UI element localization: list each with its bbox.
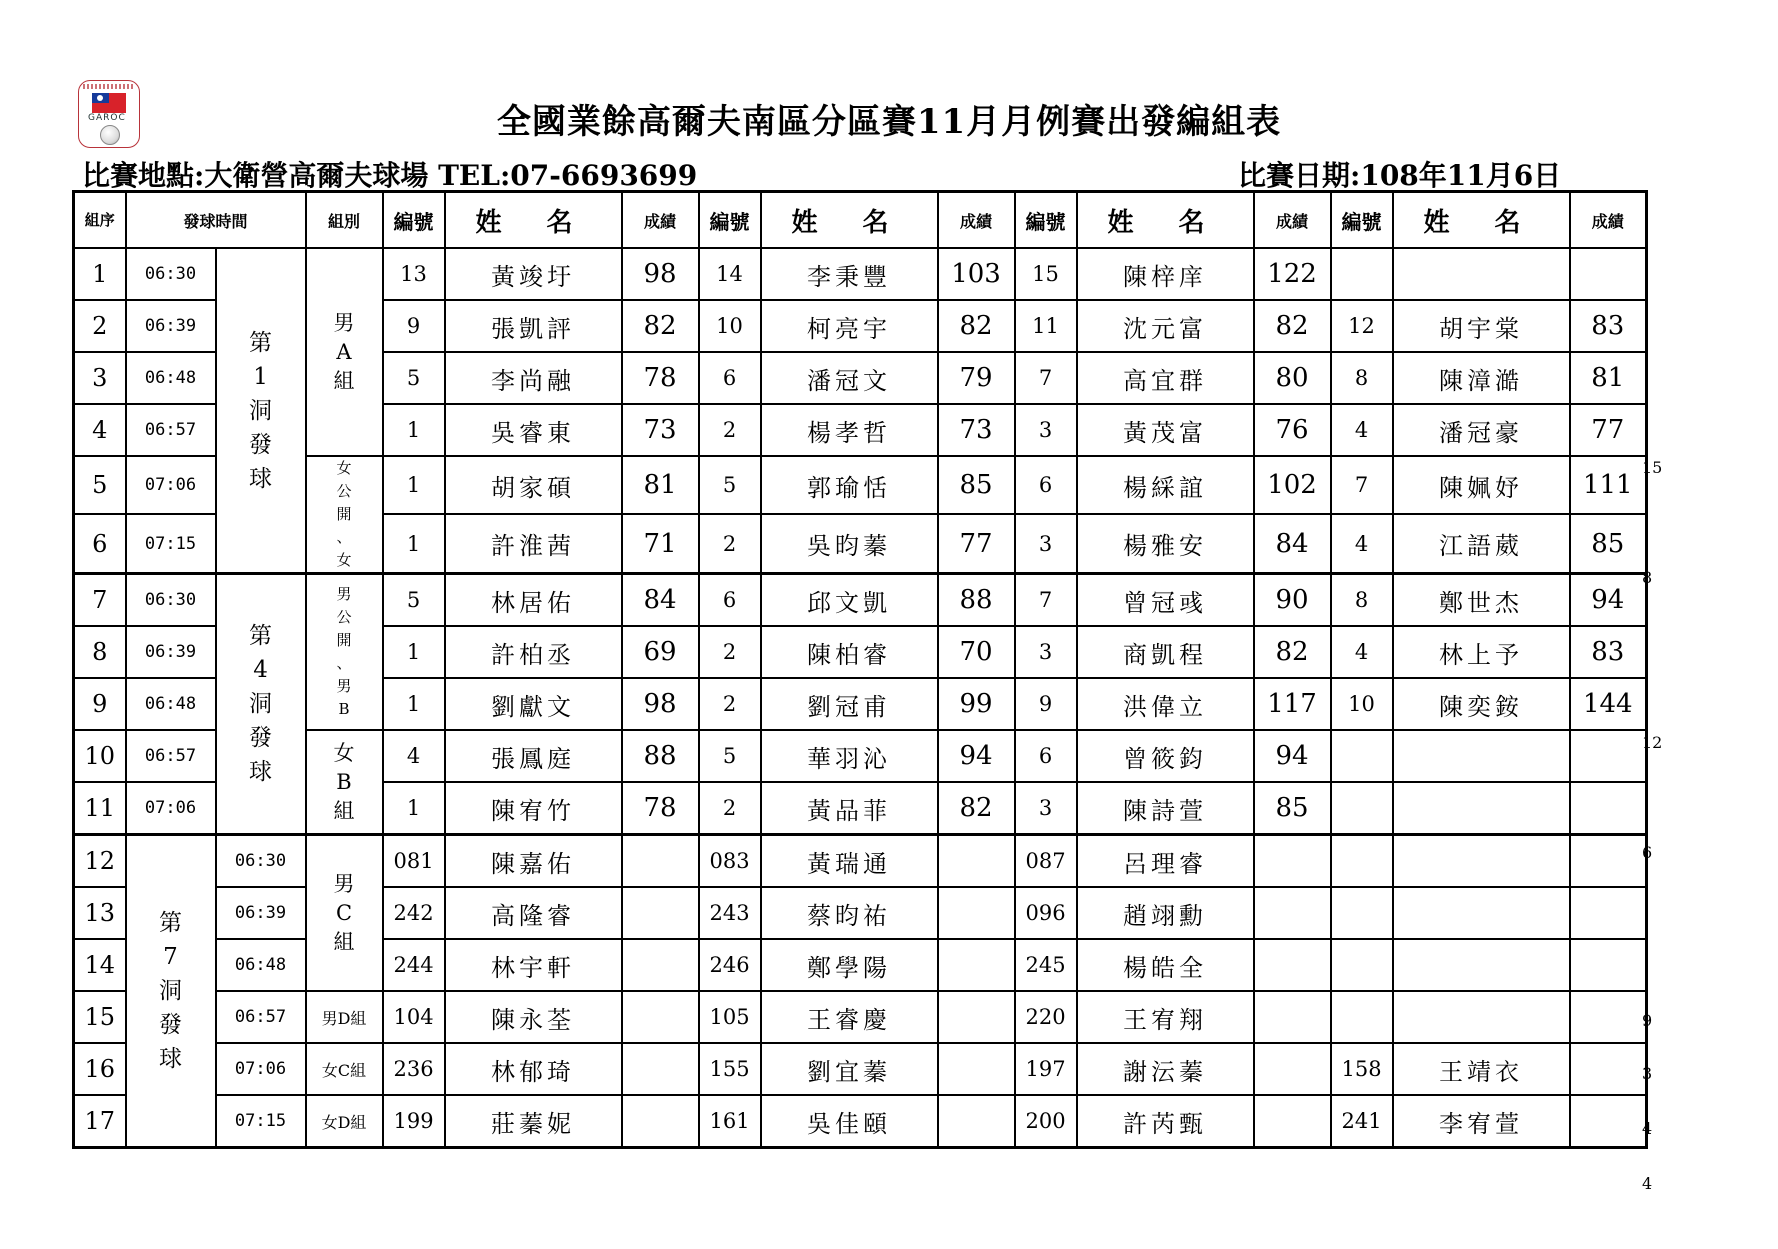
player-score: 82 bbox=[938, 782, 1015, 835]
table-row bbox=[74, 835, 1647, 888]
player-score: 83 bbox=[1570, 300, 1647, 352]
player-score bbox=[1570, 1043, 1647, 1095]
side-count: 3 bbox=[1642, 1064, 1653, 1083]
player-name bbox=[1393, 887, 1570, 939]
header-name: 姓 名 bbox=[445, 192, 622, 249]
player-code: 6 bbox=[699, 574, 761, 627]
player-code: 4 bbox=[1331, 514, 1393, 573]
player-score bbox=[622, 887, 699, 939]
tee-time: 06:57 bbox=[126, 404, 216, 456]
player-name: 商凱程 bbox=[1077, 626, 1254, 678]
group-label: 女D組 bbox=[306, 1095, 383, 1148]
player-name bbox=[1393, 991, 1570, 1043]
player-code: 199 bbox=[383, 1095, 445, 1148]
player-name: 林郁琦 bbox=[445, 1043, 622, 1095]
player-score: 82 bbox=[938, 300, 1015, 352]
player-code bbox=[1331, 248, 1393, 300]
group-label: 男 C 組 bbox=[306, 835, 383, 992]
player-code: 5 bbox=[383, 574, 445, 627]
player-score: 73 bbox=[938, 404, 1015, 456]
player-code: 104 bbox=[383, 991, 445, 1043]
player-name: 高隆睿 bbox=[445, 887, 622, 939]
header-name: 姓 名 bbox=[1077, 192, 1254, 249]
player-name: 林上予 bbox=[1393, 626, 1570, 678]
player-name: 郭瑜恬 bbox=[761, 456, 938, 514]
tee-time: 06:39 bbox=[126, 626, 216, 678]
player-score: 88 bbox=[938, 574, 1015, 627]
group-seq: 11 bbox=[74, 782, 126, 835]
side-count: 4 bbox=[1642, 1174, 1653, 1193]
tee-time: 06:30 bbox=[126, 574, 216, 627]
player-name: 楊皓全 bbox=[1077, 939, 1254, 991]
player-score bbox=[622, 1043, 699, 1095]
player-name: 王靖衣 bbox=[1393, 1043, 1570, 1095]
player-score: 77 bbox=[1570, 404, 1647, 456]
player-code: 244 bbox=[383, 939, 445, 991]
player-score: 82 bbox=[622, 300, 699, 352]
table-row bbox=[74, 991, 1647, 1043]
player-name: 胡宇棠 bbox=[1393, 300, 1570, 352]
player-score: 73 bbox=[622, 404, 699, 456]
tee-time: 06:57 bbox=[216, 991, 306, 1043]
player-code bbox=[1331, 887, 1393, 939]
player-code: 2 bbox=[699, 626, 761, 678]
player-name: 許芮甄 bbox=[1077, 1095, 1254, 1148]
player-code bbox=[1331, 939, 1393, 991]
player-name: 莊蓁妮 bbox=[445, 1095, 622, 1148]
player-name: 江語葳 bbox=[1393, 514, 1570, 573]
header-score: 成績 bbox=[622, 192, 699, 249]
tee-time: 06:48 bbox=[126, 352, 216, 404]
player-code: 245 bbox=[1015, 939, 1077, 991]
player-score bbox=[1254, 835, 1331, 888]
player-name: 林居佑 bbox=[445, 574, 622, 627]
player-code: 6 bbox=[1015, 730, 1077, 782]
player-name: 劉冠甫 bbox=[761, 678, 938, 730]
player-score: 85 bbox=[1570, 514, 1647, 573]
header-code: 編號 bbox=[1331, 192, 1393, 249]
group-label: 女C組 bbox=[306, 1043, 383, 1095]
player-name: 劉宜蓁 bbox=[761, 1043, 938, 1095]
player-name: 黃竣圩 bbox=[445, 248, 622, 300]
group-seq: 4 bbox=[74, 404, 126, 456]
start-schedule-table bbox=[72, 190, 1648, 1149]
side-count: 12 bbox=[1642, 733, 1663, 752]
group-seq: 6 bbox=[74, 514, 126, 573]
tee-time: 07:06 bbox=[126, 782, 216, 835]
player-name: 吳昀蓁 bbox=[761, 514, 938, 573]
player-name: 謝沄蓁 bbox=[1077, 1043, 1254, 1095]
player-score bbox=[1254, 1043, 1331, 1095]
player-code: 5 bbox=[699, 730, 761, 782]
player-score: 69 bbox=[622, 626, 699, 678]
player-code: 4 bbox=[1331, 404, 1393, 456]
tee-time: 07:15 bbox=[126, 514, 216, 573]
player-name: 李秉豐 bbox=[761, 248, 938, 300]
player-name bbox=[1393, 730, 1570, 782]
player-code: 10 bbox=[699, 300, 761, 352]
player-score: 98 bbox=[622, 248, 699, 300]
player-name: 鄭世杰 bbox=[1393, 574, 1570, 627]
player-name: 邱文凱 bbox=[761, 574, 938, 627]
player-code: 246 bbox=[699, 939, 761, 991]
group-label: 男 A 組 bbox=[306, 248, 383, 456]
player-code: 2 bbox=[699, 404, 761, 456]
player-score: 84 bbox=[622, 574, 699, 627]
group-label: 女 公 開 、 女 bbox=[306, 456, 383, 574]
player-name: 潘冠豪 bbox=[1393, 404, 1570, 456]
player-code: 9 bbox=[383, 300, 445, 352]
player-name: 吳佳頤 bbox=[761, 1095, 938, 1148]
side-count: 9 bbox=[1642, 1011, 1653, 1030]
tee-time: 06:48 bbox=[126, 678, 216, 730]
tee-time: 06:39 bbox=[126, 300, 216, 352]
player-name bbox=[1393, 835, 1570, 888]
player-code: 1 bbox=[383, 626, 445, 678]
player-code: 197 bbox=[1015, 1043, 1077, 1095]
player-name: 陳梓庠 bbox=[1077, 248, 1254, 300]
header-score: 成績 bbox=[938, 192, 1015, 249]
player-score: 80 bbox=[1254, 352, 1331, 404]
match-date: 比賽日期:108年11月6日 bbox=[1238, 159, 1562, 192]
player-score: 83 bbox=[1570, 626, 1647, 678]
tee-time: 06:57 bbox=[126, 730, 216, 782]
group-seq: 8 bbox=[74, 626, 126, 678]
player-name: 黃茂富 bbox=[1077, 404, 1254, 456]
start-hole: 第 7 洞 發 球 bbox=[126, 835, 216, 1148]
player-code: 14 bbox=[699, 248, 761, 300]
group-seq: 5 bbox=[74, 456, 126, 514]
player-name: 柯亮宇 bbox=[761, 300, 938, 352]
tee-time: 06:39 bbox=[216, 887, 306, 939]
player-name: 胡家碩 bbox=[445, 456, 622, 514]
player-name: 陳漳澔 bbox=[1393, 352, 1570, 404]
player-score: 94 bbox=[938, 730, 1015, 782]
player-name: 王睿慶 bbox=[761, 991, 938, 1043]
player-code: 105 bbox=[699, 991, 761, 1043]
group-label: 女 B 組 bbox=[306, 730, 383, 835]
player-score: 94 bbox=[1570, 574, 1647, 627]
player-name: 許淮茜 bbox=[445, 514, 622, 573]
table-row bbox=[74, 248, 1647, 300]
player-code: 242 bbox=[383, 887, 445, 939]
group-seq: 1 bbox=[74, 248, 126, 300]
player-name: 許柏丞 bbox=[445, 626, 622, 678]
tee-time: 07:15 bbox=[216, 1095, 306, 1148]
player-score: 79 bbox=[938, 352, 1015, 404]
player-score bbox=[938, 887, 1015, 939]
header-score: 成績 bbox=[1254, 192, 1331, 249]
player-code: 1 bbox=[383, 782, 445, 835]
player-code bbox=[1331, 835, 1393, 888]
logo-text: GAROC bbox=[88, 113, 126, 123]
player-name bbox=[1393, 782, 1570, 835]
tee-time: 07:06 bbox=[126, 456, 216, 514]
player-score: 71 bbox=[622, 514, 699, 573]
player-name: 陳奕銨 bbox=[1393, 678, 1570, 730]
group-seq: 3 bbox=[74, 352, 126, 404]
player-score: 117 bbox=[1254, 678, 1331, 730]
group-seq: 2 bbox=[74, 300, 126, 352]
player-score bbox=[622, 991, 699, 1043]
player-code bbox=[1331, 991, 1393, 1043]
group-seq: 9 bbox=[74, 678, 126, 730]
group-label: 男D組 bbox=[306, 991, 383, 1043]
player-code: 6 bbox=[1015, 456, 1077, 514]
player-score: 81 bbox=[1570, 352, 1647, 404]
player-score: 94 bbox=[1254, 730, 1331, 782]
player-name: 曾冠彧 bbox=[1077, 574, 1254, 627]
player-code: 2 bbox=[699, 514, 761, 573]
player-name bbox=[1393, 248, 1570, 300]
player-score: 88 bbox=[622, 730, 699, 782]
player-score bbox=[1254, 1095, 1331, 1148]
player-score: 144 bbox=[1570, 678, 1647, 730]
player-code: 3 bbox=[1015, 514, 1077, 573]
player-code: 155 bbox=[699, 1043, 761, 1095]
player-name: 趙翊勳 bbox=[1077, 887, 1254, 939]
player-code: 6 bbox=[699, 352, 761, 404]
player-score: 82 bbox=[1254, 626, 1331, 678]
player-name: 陳姵妤 bbox=[1393, 456, 1570, 514]
player-code: 1 bbox=[383, 514, 445, 573]
header-row bbox=[74, 192, 1647, 249]
player-name: 高宜群 bbox=[1077, 352, 1254, 404]
group-seq: 12 bbox=[74, 835, 126, 888]
player-name: 華羽沁 bbox=[761, 730, 938, 782]
player-name: 張凱評 bbox=[445, 300, 622, 352]
player-code: 2 bbox=[699, 782, 761, 835]
player-code: 087 bbox=[1015, 835, 1077, 888]
player-score bbox=[1254, 887, 1331, 939]
player-name: 潘冠文 bbox=[761, 352, 938, 404]
table-row bbox=[74, 1043, 1647, 1095]
player-name: 黃瑞通 bbox=[761, 835, 938, 888]
player-score bbox=[938, 991, 1015, 1043]
side-count: 15 bbox=[1642, 458, 1663, 477]
table-row bbox=[74, 730, 1647, 782]
group-seq: 7 bbox=[74, 574, 126, 627]
player-code: 4 bbox=[383, 730, 445, 782]
group-seq: 10 bbox=[74, 730, 126, 782]
side-count: 4 bbox=[1642, 1119, 1653, 1138]
player-code bbox=[1331, 782, 1393, 835]
player-code: 11 bbox=[1015, 300, 1077, 352]
player-code: 236 bbox=[383, 1043, 445, 1095]
player-name: 張鳳庭 bbox=[445, 730, 622, 782]
player-score: 111 bbox=[1570, 456, 1647, 514]
player-score bbox=[938, 1095, 1015, 1148]
player-name: 沈元富 bbox=[1077, 300, 1254, 352]
player-score: 90 bbox=[1254, 574, 1331, 627]
player-code: 200 bbox=[1015, 1095, 1077, 1148]
player-code: 4 bbox=[1331, 626, 1393, 678]
player-score bbox=[1570, 939, 1647, 991]
player-code: 220 bbox=[1015, 991, 1077, 1043]
player-score: 84 bbox=[1254, 514, 1331, 573]
player-score bbox=[1570, 1095, 1647, 1148]
player-code: 1 bbox=[383, 456, 445, 514]
player-code: 13 bbox=[383, 248, 445, 300]
player-score bbox=[1570, 991, 1647, 1043]
player-name: 李宥萱 bbox=[1393, 1095, 1570, 1148]
player-score: 76 bbox=[1254, 404, 1331, 456]
group-seq: 15 bbox=[74, 991, 126, 1043]
group-seq: 17 bbox=[74, 1095, 126, 1148]
player-code: 7 bbox=[1331, 456, 1393, 514]
player-code: 243 bbox=[699, 887, 761, 939]
player-score bbox=[622, 939, 699, 991]
player-code: 096 bbox=[1015, 887, 1077, 939]
player-code: 7 bbox=[1015, 574, 1077, 627]
player-name: 陳永荃 bbox=[445, 991, 622, 1043]
player-score: 77 bbox=[938, 514, 1015, 573]
player-name: 林宇軒 bbox=[445, 939, 622, 991]
player-score bbox=[1570, 248, 1647, 300]
player-score: 81 bbox=[622, 456, 699, 514]
player-name: 李尚融 bbox=[445, 352, 622, 404]
group-seq: 16 bbox=[74, 1043, 126, 1095]
player-score: 70 bbox=[938, 626, 1015, 678]
player-name: 陳詩萱 bbox=[1077, 782, 1254, 835]
header-name: 姓 名 bbox=[1393, 192, 1570, 249]
player-code: 7 bbox=[1015, 352, 1077, 404]
player-score bbox=[622, 1095, 699, 1148]
player-code: 1 bbox=[383, 404, 445, 456]
player-code: 2 bbox=[699, 678, 761, 730]
player-code: 12 bbox=[1331, 300, 1393, 352]
player-score: 85 bbox=[1254, 782, 1331, 835]
header-name: 姓 名 bbox=[761, 192, 938, 249]
player-name: 蔡昀祐 bbox=[761, 887, 938, 939]
player-name: 楊綵誼 bbox=[1077, 456, 1254, 514]
group-seq: 13 bbox=[74, 887, 126, 939]
header-code: 編號 bbox=[383, 192, 445, 249]
player-code: 1 bbox=[383, 678, 445, 730]
player-score: 82 bbox=[1254, 300, 1331, 352]
player-score: 98 bbox=[622, 678, 699, 730]
page-title: 全國業餘高爾夫南區分區賽11月月例賽出發編組表 bbox=[496, 102, 1282, 142]
player-code: 083 bbox=[699, 835, 761, 888]
player-name: 陳嘉佑 bbox=[445, 835, 622, 888]
player-name: 劉獻文 bbox=[445, 678, 622, 730]
player-score bbox=[938, 835, 1015, 888]
start-hole: 第 4 洞 發 球 bbox=[216, 574, 306, 835]
player-name: 洪偉立 bbox=[1077, 678, 1254, 730]
player-name: 吳睿東 bbox=[445, 404, 622, 456]
player-code: 8 bbox=[1331, 574, 1393, 627]
player-name: 黃品菲 bbox=[761, 782, 938, 835]
tee-time: 07:06 bbox=[216, 1043, 306, 1095]
header-code: 編號 bbox=[1015, 192, 1077, 249]
player-score: 99 bbox=[938, 678, 1015, 730]
header-seq: 組序 bbox=[74, 192, 126, 249]
player-score bbox=[1254, 939, 1331, 991]
player-code: 9 bbox=[1015, 678, 1077, 730]
side-count: 8 bbox=[1642, 568, 1653, 587]
player-code: 10 bbox=[1331, 678, 1393, 730]
player-code: 3 bbox=[1015, 404, 1077, 456]
player-code: 5 bbox=[699, 456, 761, 514]
group-label: 男 公 開 、 男 B bbox=[306, 574, 383, 731]
player-score: 102 bbox=[1254, 456, 1331, 514]
player-code: 241 bbox=[1331, 1095, 1393, 1148]
player-score: 78 bbox=[622, 352, 699, 404]
player-name: 楊孝哲 bbox=[761, 404, 938, 456]
player-code bbox=[1331, 730, 1393, 782]
header-time: 發球時間 bbox=[126, 192, 306, 249]
header-group: 組別 bbox=[306, 192, 383, 249]
player-score bbox=[1254, 991, 1331, 1043]
player-code: 3 bbox=[1015, 782, 1077, 835]
player-code: 3 bbox=[1015, 626, 1077, 678]
start-hole: 第 1 洞 發 球 bbox=[216, 248, 306, 574]
player-code: 5 bbox=[383, 352, 445, 404]
player-code: 081 bbox=[383, 835, 445, 888]
player-score: 103 bbox=[938, 248, 1015, 300]
player-name: 呂理睿 bbox=[1077, 835, 1254, 888]
player-name: 曾筱鈞 bbox=[1077, 730, 1254, 782]
table-row bbox=[74, 456, 1647, 514]
player-score: 122 bbox=[1254, 248, 1331, 300]
player-score bbox=[1570, 835, 1647, 888]
player-score bbox=[938, 1043, 1015, 1095]
group-seq: 14 bbox=[74, 939, 126, 991]
table-row bbox=[74, 1095, 1647, 1148]
table-row bbox=[74, 574, 1647, 627]
player-name bbox=[1393, 939, 1570, 991]
tee-time: 06:48 bbox=[216, 939, 306, 991]
player-score bbox=[1570, 887, 1647, 939]
player-name: 鄭學陽 bbox=[761, 939, 938, 991]
player-score bbox=[1570, 782, 1647, 835]
player-score bbox=[1570, 730, 1647, 782]
header-score: 成績 bbox=[1570, 192, 1647, 249]
player-name: 王宥翔 bbox=[1077, 991, 1254, 1043]
player-code: 15 bbox=[1015, 248, 1077, 300]
player-code: 161 bbox=[699, 1095, 761, 1148]
venue-info: 比賽地點:大衛營高爾夫球場 TEL:07-6693699 bbox=[82, 159, 698, 192]
player-name: 楊雅安 bbox=[1077, 514, 1254, 573]
player-code: 8 bbox=[1331, 352, 1393, 404]
player-name: 陳宥竹 bbox=[445, 782, 622, 835]
tee-time: 06:30 bbox=[126, 248, 216, 300]
header-code: 編號 bbox=[699, 192, 761, 249]
player-name: 陳柏睿 bbox=[761, 626, 938, 678]
player-code: 158 bbox=[1331, 1043, 1393, 1095]
player-score: 85 bbox=[938, 456, 1015, 514]
player-score bbox=[622, 835, 699, 888]
tee-time: 06:30 bbox=[216, 835, 306, 888]
player-score: 78 bbox=[622, 782, 699, 835]
side-count: 6 bbox=[1642, 843, 1653, 862]
player-score bbox=[938, 939, 1015, 991]
